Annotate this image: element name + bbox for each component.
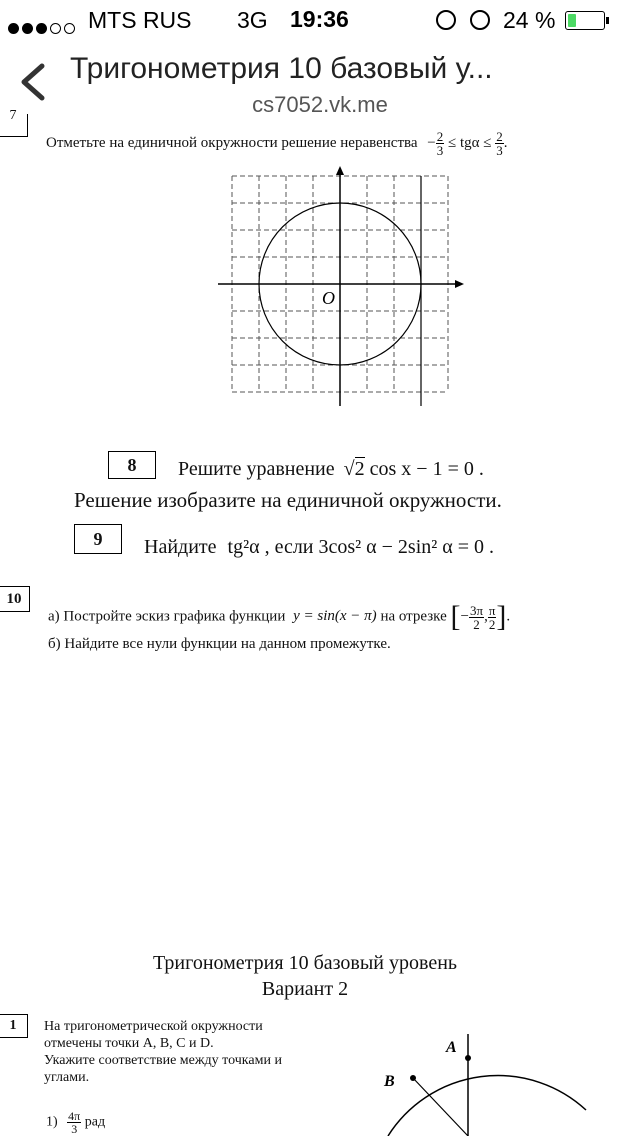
- task-9-number: 9: [93, 529, 103, 549]
- network-type: 3G: [237, 7, 268, 33]
- task-10-number: 10: [6, 591, 22, 607]
- task-1-line-2: отмечены точки A, B, C и D.: [44, 1036, 214, 1051]
- task-1-radius: [413, 1078, 468, 1136]
- x-axis-arrow: [455, 280, 464, 288]
- ineq-minus: −: [427, 134, 436, 151]
- task-7-statement: Отметьте на единичной окружности решение неравенства: [46, 134, 418, 151]
- task-1-text: [44, 1018, 282, 1086]
- option-1-den: 3: [71, 1122, 78, 1136]
- interval-den2: 2: [488, 616, 496, 632]
- task-8-number-box: [108, 451, 156, 479]
- task-9-line: [144, 536, 494, 559]
- ineq-den2: 3: [496, 143, 503, 158]
- signal-strength-icon: [8, 13, 78, 40]
- option-1-prefix: 1): [46, 1114, 58, 1130]
- page-url: cs7052.vk.me: [252, 92, 388, 117]
- option-1-unit: рад: [84, 1114, 106, 1130]
- battery-icon: [565, 11, 605, 30]
- task-7-inequality: [427, 129, 508, 158]
- task-1-number-box: [0, 1014, 28, 1038]
- ineq-den1: 3: [436, 143, 444, 158]
- rotation-lock-icon: [436, 10, 456, 30]
- alarm-icon: [470, 10, 490, 30]
- task-10-number-box: [0, 586, 30, 612]
- interval-sep: ,: [484, 608, 488, 625]
- status-bar: [0, 0, 640, 40]
- interval-num2: π: [488, 602, 496, 618]
- document-image[interactable]: [0, 108, 640, 1136]
- task-8-line2: Решение изобразите на единичной окружности.: [74, 488, 502, 512]
- point-a-label: A: [446, 1039, 457, 1056]
- ineq-end: .: [503, 134, 508, 151]
- task-10-part-b: б) Найдите все нули функции на данном промежутке.: [48, 636, 391, 652]
- interval-den1: 2: [473, 616, 480, 632]
- task-1-circle-arc: [388, 1076, 586, 1136]
- task-10-a-mid: на отрезке: [380, 608, 447, 625]
- ineq-num1: 2: [436, 129, 444, 144]
- ineq-mid: ≤ tgα ≤: [448, 134, 492, 151]
- task-1-line-1: На тригонометрической окружности: [44, 1019, 263, 1034]
- task-10-part-a: а) Постройте эскиз графика функции y = sin(x − π) на отрезке [− $\frac{3\pi}{2}$ , $\frac{\pi}{2}$ ].: [48, 600, 511, 633]
- task-1-line-3: Укажите соответствие между точками и: [44, 1053, 282, 1068]
- task-8-lead: Решите уравнение: [178, 458, 335, 480]
- task-8-line1: Решите уравнение √2 cos x − 1 = 0 .: [178, 458, 484, 480]
- task-1-line-4: углами.: [44, 1070, 90, 1085]
- task-9-number-box: [74, 524, 122, 554]
- carrier-name: MTS RUS: [88, 7, 192, 33]
- variant-2-subtitle: Вариант 2: [261, 978, 349, 1000]
- interval-minus: −: [460, 608, 469, 625]
- page-title: Тригонометрия 10 базовый у...: [70, 52, 493, 85]
- unit-circle-diagram: [214, 166, 470, 412]
- origin-label: O: [322, 288, 335, 308]
- interval-end: .: [506, 608, 511, 625]
- battery-percent: 24 %: [503, 7, 556, 33]
- task-7-number-box: [0, 108, 28, 137]
- task-7-number: 7: [9, 108, 17, 123]
- task-1-number: 1: [9, 1018, 17, 1033]
- task-8-number: 8: [127, 455, 137, 475]
- interval-num1: 3π: [469, 602, 484, 618]
- task-9-expression: tg²α , если 3cos² α − 2sin² α = 0 .: [227, 536, 495, 558]
- task-9-lead: Найдите: [144, 536, 217, 558]
- task-10-a-lead: а) Постройте эскиз графика функции: [48, 608, 286, 625]
- task-1-circle-diagram: [376, 1026, 640, 1136]
- ineq-num2: 2: [496, 129, 503, 144]
- variant-2-title: Тригонометрия 10 базовый уровень: [152, 952, 458, 974]
- task-7-text: [46, 130, 508, 157]
- point-a-dot: [465, 1055, 471, 1061]
- task-1-option-1: [46, 1110, 105, 1135]
- y-axis-arrow: [336, 166, 344, 175]
- task-8-equation: cos x − 1 = 0 .: [369, 458, 484, 480]
- navigation-bar: [0, 40, 640, 126]
- clock: 19:36: [290, 6, 349, 32]
- task-10-a-function: y = sin(x − π): [293, 608, 377, 625]
- task-8-sqrt: 2: [354, 458, 365, 480]
- option-1-num: 4π: [68, 1109, 81, 1123]
- point-b-label: B: [384, 1073, 395, 1090]
